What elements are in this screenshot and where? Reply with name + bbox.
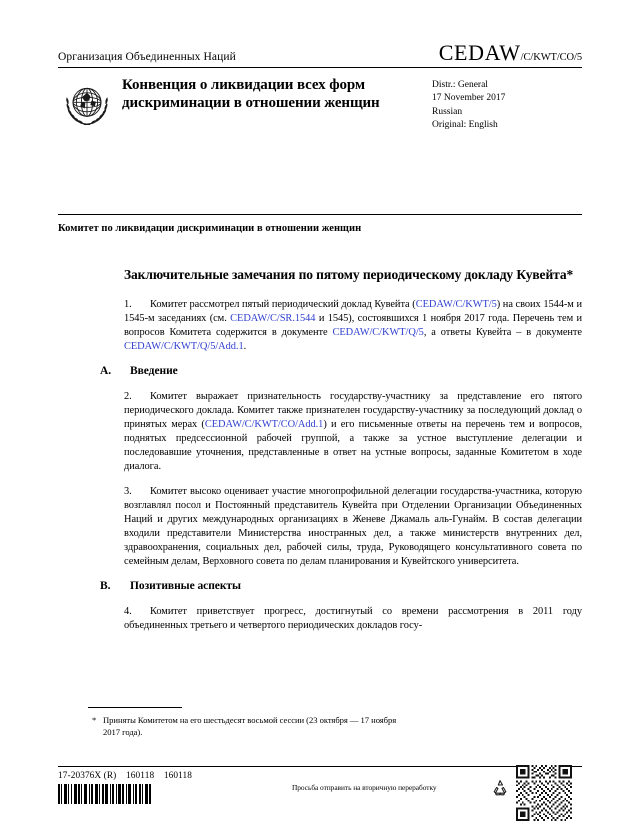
link-cedaw-c-kwt-q-5[interactable]: CEDAW/C/KWT/Q/5	[332, 326, 424, 338]
paragraph-3-number: 3.	[124, 485, 132, 497]
document-symbol-main: CEDAW	[438, 40, 521, 65]
convention-title: Конвенция о ликвидации всех форм дискриминации в отношении женщин	[122, 77, 380, 112]
link-cedaw-c-kwt-5[interactable]: CEDAW/C/KWT/5	[415, 298, 497, 310]
recycle-notice: Просьба отправить на вторичную переработку	[292, 783, 437, 792]
footnote-marker: *	[92, 715, 97, 725]
footnote-text-line-1: Приняты Комитетом на его шестьдесят восьмой сессии (23 октября — 17 ноября	[103, 715, 397, 725]
page-title: Заключительные замечания по пятому периодическому докладу Кувейта*	[124, 267, 574, 282]
footnote-first-line	[92, 714, 562, 726]
section-heading-b	[100, 579, 582, 592]
section-a-letter: A.	[100, 364, 112, 377]
language-line: Russian	[432, 106, 463, 117]
footer-divider	[58, 766, 582, 767]
footnote-divider	[88, 707, 182, 708]
barcode-icon	[58, 784, 156, 804]
paragraph-2-number: 2.	[124, 390, 132, 402]
section-heading-a	[100, 364, 582, 377]
paragraph-1-text-2: ) на своих 1544-м и 1545-м заседаниях (см.	[124, 298, 582, 324]
document-symbol	[439, 42, 582, 64]
paragraph-2-text-2: ) и его письменные ответы на перечень тем и вопросов, поднятых предсессионной рабочей группой, а также за устное выступление делегации и последовавшие уточнения, представленные в ответ на устные вопросы, заданные Комитетом в ходе диалога.	[124, 418, 582, 472]
paragraph-1-text-4: , а ответы Кувейта – в документе	[423, 326, 582, 338]
paragraph-1-number: 1.	[124, 298, 132, 310]
footnote	[92, 714, 562, 739]
organization-name: Организация Объединенных Наций	[58, 50, 236, 63]
document-code: 17-20376X (R) 160118 160118	[58, 771, 193, 781]
un-emblem-icon	[58, 76, 116, 132]
masthead-top-row	[58, 42, 582, 64]
paragraph-4-text: Комитет приветствует прогресс, достигнутый со времени рассмотрения в 2011 году объединенных третьего и четвертого периодических докладов госу-	[124, 605, 582, 631]
main-content	[100, 266, 582, 644]
paragraph-1-text-1: Комитет рассмотрел пятый периодический доклад Кувейта (	[150, 298, 416, 310]
link-cedaw-c-kwt-co-add-1[interactable]: CEDAW/C/KWT/CO/Add.1	[204, 418, 324, 430]
qr-code-icon	[516, 765, 572, 821]
section-b-letter: B.	[100, 579, 111, 592]
distribution-line: Distr.: General	[432, 80, 488, 90]
paragraph-4-number: 4.	[124, 605, 132, 617]
recycle-icon	[490, 778, 510, 798]
section-b-label: Позитивные аспекты	[130, 579, 241, 592]
footnote-text-line-2: 2017 года).	[103, 727, 143, 738]
paragraph-1	[124, 298, 582, 354]
committee-name: Комитет по ликвидации дискриминации в отношении женщин	[58, 223, 362, 234]
masthead-divider	[58, 67, 582, 68]
original-language-line: Original: English	[432, 120, 498, 131]
document-symbol-suffix: /C/KWT/CO/5	[520, 52, 582, 63]
distribution-date: 17 November 2017	[432, 93, 506, 104]
paragraph-3	[124, 485, 582, 569]
masthead-body	[58, 75, 582, 133]
paragraph-1-text-3: и 1545), состоявшихся 1 ноября 2017 года. Перечень тем и вопросов Комитета содержится в документе	[124, 312, 582, 338]
distribution-block	[430, 75, 582, 133]
link-cedaw-c-sr-1544[interactable]: CEDAW/C/SR.1544	[230, 312, 316, 324]
paragraph-4	[124, 605, 582, 633]
paragraph-2-text-1: Комитет выражает признательность государству-участнику за представление его пятого периодического доклада. Комитет также признателен государству-участнику за последующий доклад о принятых мерах (	[124, 390, 582, 430]
committee-divider	[58, 214, 582, 215]
section-a-label: Введение	[130, 364, 178, 377]
link-cedaw-c-kwt-q-5-add-1[interactable]: CEDAW/C/KWT/Q/5/Add.1	[124, 340, 244, 352]
paragraph-3-text: Комитет высоко оценивает участие многопрофильной делегации государства-участника, которую возглавлял посол и Постоянный представитель Кувейта при Отделении Организации Объединенных Наций и других международных организациях в Женеве Джамаль аль-Гунайм. В состав делегации входили представители Министерства иностранных дел, а также министерств внутренних дел, здравоохранения, социальных дел, рабочей силы, труда, Руководящего консультативного совета по семейным делам, Верховного совета по делам планирования и Кувейтского университета.	[124, 485, 582, 567]
paragraph-2	[124, 390, 582, 474]
masthead	[58, 42, 582, 133]
paragraph-1-text-5: .	[243, 340, 247, 352]
